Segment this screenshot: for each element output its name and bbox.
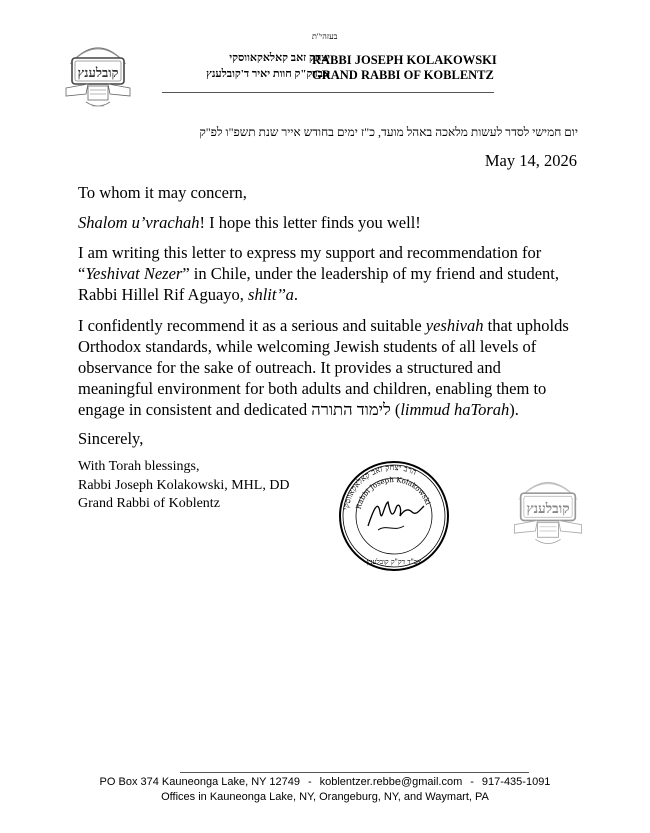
svg-text:אב"ד דק"ק קובלענץ: אב"ד דק"ק קובלענץ bbox=[366, 558, 422, 566]
koblentz-logo bbox=[62, 34, 134, 114]
footer-contact bbox=[0, 776, 650, 788]
paragraph1-before: I am writing this letter to express my support and recommendation for “ bbox=[78, 243, 542, 283]
hebrew-rabbi-name: יצחק זאב קאלאקאווסקי bbox=[229, 52, 330, 64]
paragraph2-before: I confidently recommend it as a serious and suitable bbox=[78, 316, 426, 335]
hebrew-rabbi-title: אבדק"ק חוות יאיר ד'קובלענץ bbox=[206, 68, 330, 80]
paragraph1-middle: ” in Chile, under the leadership of my friend and student, Rabbi Hillel Rif Aguayo, bbox=[78, 264, 560, 304]
svg-text:קובלענץ: קובלענץ bbox=[77, 66, 119, 81]
paragraph2-middle: that upholds Orthodox standards, while welcoming Jewish students of all levels of observance for the sake of outreach. It provides a structured and meaningful environment for both adults and children, enabling them to engage in consistent and dedicated bbox=[78, 316, 569, 419]
english-rabbi-title: GRAND RABBI OF KOBLENTZ bbox=[312, 68, 494, 82]
closing: Sincerely, bbox=[78, 429, 144, 448]
greeting-italic: Shalom u’vrachah bbox=[78, 213, 200, 232]
letterhead-divider bbox=[162, 92, 494, 93]
footer-email[interactable]: koblentzer.rebbe@gmail.com bbox=[319, 776, 463, 788]
footer-address: PO Box 374 Kauneonga Lake, NY 12749 bbox=[99, 776, 300, 788]
koblentz-logo-faded bbox=[510, 468, 586, 552]
greeting-rest: ! I hope this letter finds you well! bbox=[199, 213, 421, 232]
hebrew-term: לימוד התורה bbox=[311, 400, 391, 419]
letter-date: May 14, 2026 bbox=[484, 151, 577, 170]
paragraph-support bbox=[78, 242, 578, 305]
paren-close: ). bbox=[509, 400, 519, 419]
paren-open: ( bbox=[390, 400, 401, 419]
rabbinic-seal bbox=[338, 460, 450, 572]
paragraph1-end: . bbox=[293, 285, 298, 304]
signature-block bbox=[78, 458, 290, 514]
svg-text:הרב יצחק זאב קאלאקאווסקי: הרב יצחק זאב קאלאקאווסקי bbox=[341, 462, 418, 511]
english-rabbi-name: RABBI JOSEPH KOLAKOWSKI bbox=[312, 53, 497, 67]
yeshivah-word: yeshivah bbox=[425, 316, 484, 335]
greeting bbox=[78, 212, 578, 233]
hebrew-date-line: יום חמישי לסדר לעשות מלאכה באהל מועד, כ"ז ימים בחודש אייר שנת תשפ"ו לפ"ק bbox=[199, 125, 578, 139]
transliteration: limmud haTorah bbox=[400, 400, 510, 419]
bsd-header: בעזהי"ת bbox=[312, 32, 338, 41]
footer-divider bbox=[180, 772, 529, 773]
signature-line-2: Rabbi Joseph Kolakowski, MHL, DD bbox=[78, 477, 290, 493]
footer-offices: Offices in Kauneonga Lake, NY, Orangeburg, NY, and Waymart, PA bbox=[161, 791, 489, 803]
footer-separator: - bbox=[307, 776, 312, 788]
yeshiva-name: Yeshivat Nezer bbox=[85, 264, 183, 283]
footer-separator: - bbox=[470, 776, 474, 788]
signature-line-1: With Torah blessings, bbox=[78, 459, 200, 474]
salutation: To whom it may concern, bbox=[78, 183, 247, 202]
svg-text:Rabbi Joseph Kolakowski: Rabbi Joseph Kolakowski bbox=[354, 475, 432, 511]
signature-line-3: Grand Rabbi of Koblentz bbox=[78, 496, 220, 511]
honorific: shlit’’a bbox=[248, 285, 294, 304]
paragraph-recommendation bbox=[78, 315, 578, 420]
footer-phone: 917-435-1091 bbox=[481, 776, 551, 788]
svg-text:קובלענץ: קובלענץ bbox=[526, 501, 570, 518]
